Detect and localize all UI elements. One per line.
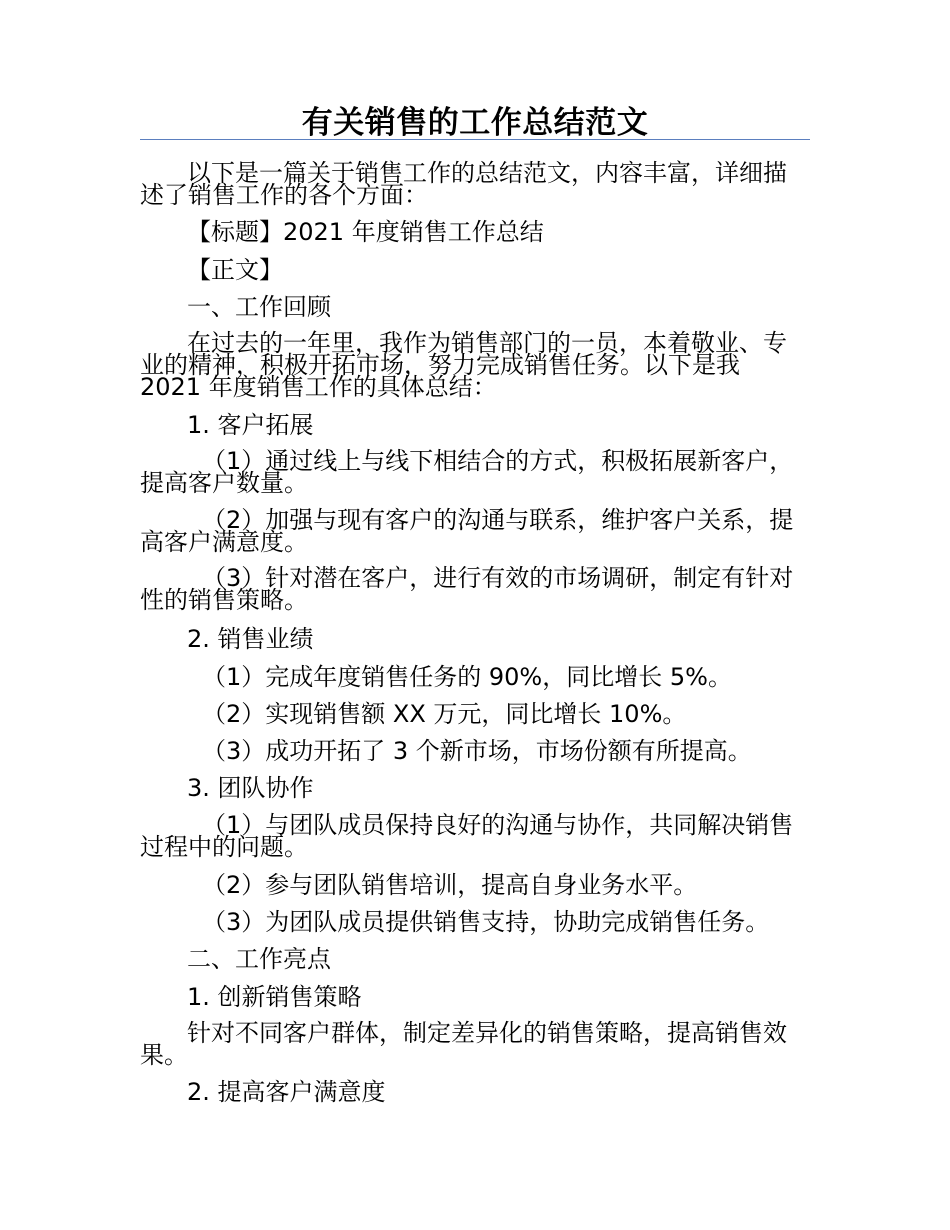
- heading-label: 【标题】2021 年度销售工作总结: [187, 218, 544, 246]
- sub2-item-3: （3）成功开拓了 3 个新市场，市场份额有所提高。: [202, 737, 752, 765]
- section2-sub1-para-line-2: 果。: [140, 1041, 188, 1069]
- section1-para-line-2: 业的精神，积极开拓市场，努力完成销售任务。以下是我: [140, 351, 740, 379]
- sub1-title: 1. 客户拓展: [187, 411, 314, 439]
- section2-sub1-title: 1. 创新销售策略: [187, 983, 362, 1011]
- title-underline: [140, 139, 810, 140]
- sub1-item-3-line-2: 性的销售策略。: [140, 586, 308, 614]
- section1-title: 一、工作回顾: [187, 293, 331, 321]
- section2-sub1-paragraph: [140, 1019, 810, 1069]
- section1-paragraph: [140, 329, 810, 401]
- body-label: 【正文】: [187, 256, 283, 284]
- sub2-item-2: （2）实现销售额 XX 万元，同比增长 10%。: [202, 700, 687, 728]
- sub3-item-1: [140, 811, 810, 861]
- sub1-item-1: [140, 447, 810, 497]
- section1-para-line-3: 2021 年度销售工作的具体总结：: [140, 373, 497, 401]
- sub3-title: 3. 团队协作: [187, 774, 314, 802]
- sub3-item-2: （2）参与团队销售培训，提高自身业务水平。: [202, 871, 698, 899]
- sub1-item-1-line-1: （1）通过线上与线下相结合的方式，积极拓展新客户，: [202, 447, 794, 475]
- sub1-item-1-line-2: 提高客户数量。: [140, 469, 308, 497]
- sub2-title: 2. 销售业绩: [187, 625, 314, 653]
- intro-line-1: 以下是一篇关于销售工作的总结范文，内容丰富，详细描: [187, 159, 787, 187]
- intro-paragraph: [140, 159, 810, 209]
- sub1-item-3: [140, 564, 810, 614]
- intro-line-2: 述了销售工作的各个方面：: [140, 181, 428, 209]
- sub3-item-1-line-2: 过程中的问题。: [140, 833, 308, 861]
- sub1-item-2-line-1: （2）加强与现有客户的沟通与联系，维护客户关系，提: [202, 506, 794, 534]
- section1-para-line-1: 在过去的一年里，我作为销售部门的一员，本着敬业、专: [187, 329, 787, 357]
- section2-sub1-para-line-1: 针对不同客户群体，制定差异化的销售策略，提高销售效: [187, 1019, 787, 1047]
- sub1-item-2-line-2: 高客户满意度。: [140, 528, 308, 556]
- sub1-item-3-line-1: （3）针对潜在客户，进行有效的市场调研，制定有针对: [202, 564, 794, 592]
- sub3-item-1-line-1: （1）与团队成员保持良好的沟通与协作，共同解决销售: [202, 811, 794, 839]
- sub1-item-2: [140, 506, 810, 556]
- document-title: 有关销售的工作总结范文: [301, 105, 649, 141]
- sub2-item-1: （1）完成年度销售任务的 90%，同比增长 5%。: [202, 663, 732, 691]
- section2-title: 二、工作亮点: [187, 945, 331, 973]
- section2-sub2-title: 2. 提高客户满意度: [187, 1078, 386, 1106]
- sub3-item-3: （3）为团队成员提供销售支持，协助完成销售任务。: [202, 908, 770, 936]
